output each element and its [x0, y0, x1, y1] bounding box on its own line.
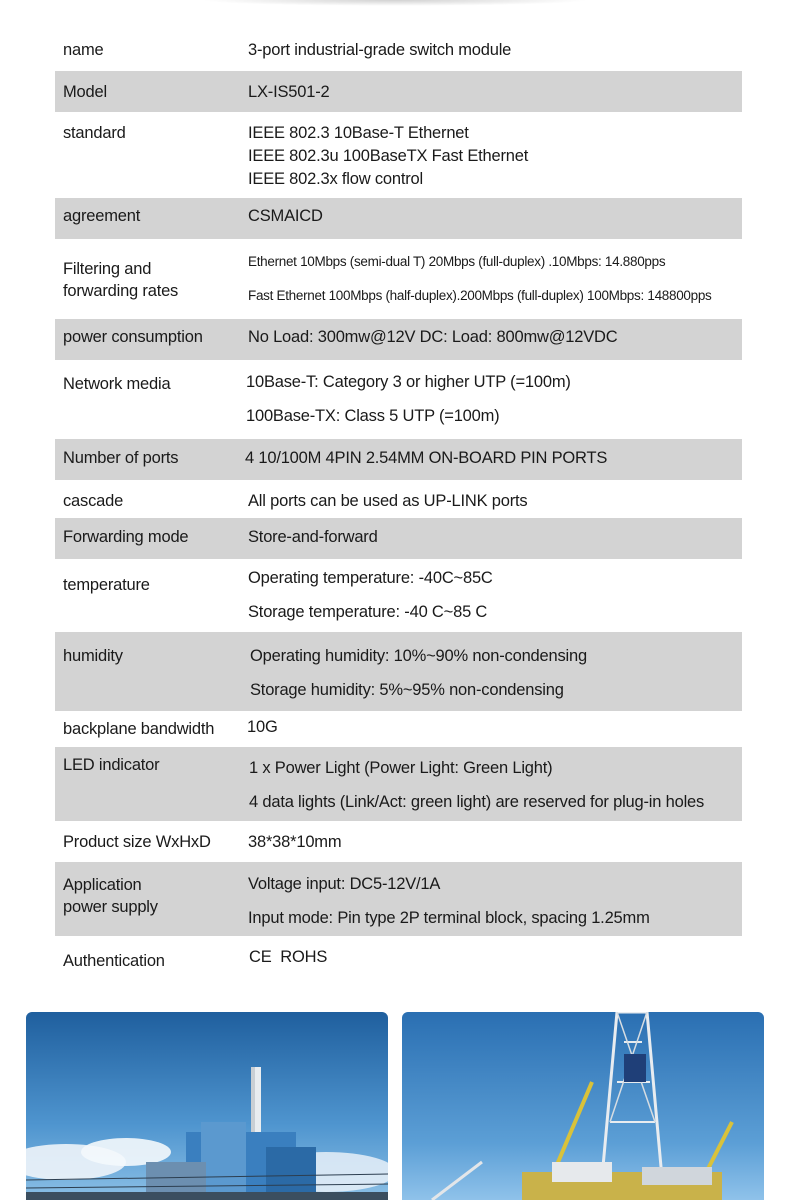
spec-label-line: power supply [63, 898, 158, 916]
power-plant-photo [26, 1012, 388, 1200]
spec-label: Product size WxHxD [63, 833, 211, 851]
spec-value-line: Operating humidity: 10%~90% non-condensing [250, 647, 587, 665]
spec-value: CE ROHS [249, 948, 328, 966]
spec-value-line: Input mode: Pin type 2P terminal block, spacing 1.25mm [248, 909, 650, 927]
spec-value-line: Voltage input: DC5-12V/1A [248, 875, 441, 893]
spec-row-network-media [55, 360, 742, 440]
spec-label: temperature [63, 576, 150, 594]
spec-label: backplane bandwidth [63, 720, 215, 738]
spec-label: power consumption [63, 328, 203, 346]
spec-row-ports [55, 439, 742, 480]
spec-label: Network media [63, 375, 171, 393]
spec-row-backplane [55, 711, 742, 747]
spec-label: humidity [63, 647, 123, 665]
spec-value: LX-IS501-2 [248, 83, 330, 101]
spec-value: 3-port industrial-grade switch module [248, 41, 512, 59]
spec-value: All ports can be used as UP-LINK ports [248, 492, 528, 510]
spec-label: standard [63, 124, 126, 142]
oil-rig-photo [402, 1012, 764, 1200]
spec-label: agreement [63, 207, 141, 225]
spec-value-line: IEEE 802.3 10Base-T Ethernet [248, 124, 469, 142]
spec-label: Number of ports [63, 449, 179, 467]
spec-label: Forwarding mode [63, 528, 189, 546]
spec-value: 10G [247, 718, 278, 736]
spec-label: LED indicator [63, 756, 160, 774]
spec-label: name [63, 41, 104, 59]
spec-value-line: IEEE 802.3x flow control [248, 170, 423, 188]
spec-label: Model [63, 83, 107, 101]
spec-value-line: 10Base-T: Category 3 or higher UTP (=100m) [246, 373, 571, 391]
spec-value-line: Ethernet 10Mbps (semi-dual T) 20Mbps (full-duplex) .10Mbps: 14.880pps [248, 254, 666, 269]
spec-row-cascade [55, 480, 742, 518]
spec-value-line: 4 data lights (Link/Act: green light) are reserved for plug-in holes [249, 793, 705, 811]
spec-row-led-indicator [55, 747, 742, 821]
spec-row-application-power-supply [55, 862, 742, 936]
spec-value: 38*38*10mm [248, 833, 342, 851]
spec-row-name [55, 30, 742, 70]
spec-label-line: Filtering and [63, 260, 152, 278]
spec-row-authentication [55, 936, 742, 980]
spec-row-power [55, 319, 742, 360]
spec-row-filtering [55, 239, 742, 318]
spec-value-line: Operating temperature: -40C~85C [248, 569, 493, 587]
spec-label: cascade [63, 492, 124, 510]
spec-value-line: 1 x Power Light (Power Light: Green Light) [249, 759, 553, 777]
spec-row-agreement [55, 198, 742, 239]
spec-row-forwarding-mode [55, 518, 742, 559]
spec-row-standard [55, 112, 742, 198]
spec-value-line: IEEE 802.3u 100BaseTX Fast Ethernet [248, 147, 529, 165]
photo-strip [0, 1012, 790, 1200]
spec-value: No Load: 300mw@12V DC: Load: 800mw@12VDC [248, 328, 618, 346]
spec-value: Store-and-forward [248, 528, 378, 546]
top-divider-shadow [200, 0, 590, 6]
spec-value-line: 100Base-TX: Class 5 UTP (=100m) [246, 407, 500, 425]
spec-value-line: Storage temperature: -40 C~85 C [248, 603, 488, 621]
spec-label: Authentication [63, 952, 165, 970]
spec-row-temperature [55, 559, 742, 632]
spec-label-line: Application [63, 876, 142, 894]
spec-label-line: forwarding rates [63, 282, 179, 300]
spec-value-line: Storage humidity: 5%~95% non-condensing [250, 681, 564, 699]
spec-value: 4 10/100M 4PIN 2.54MM ON-BOARD PIN PORTS [245, 449, 608, 467]
spec-value-line: Fast Ethernet 100Mbps (half-duplex).200Mbps (full-duplex) 100Mbps: 148800pps [248, 288, 712, 303]
spec-value: CSMAICD [248, 207, 323, 225]
spec-row-model [55, 71, 742, 112]
spec-row-humidity [55, 632, 742, 711]
spec-row-product-size [55, 821, 742, 862]
